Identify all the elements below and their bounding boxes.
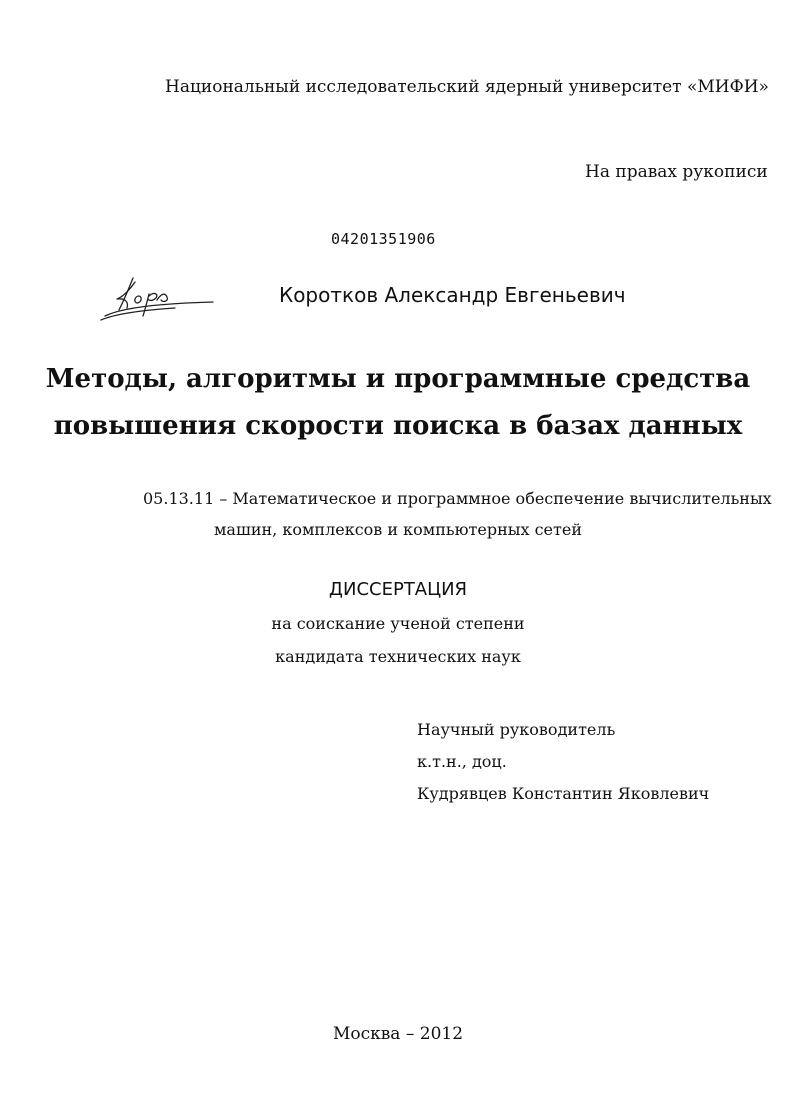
degree-line-1: на соискание ученой степени: [271, 614, 525, 633]
thesis-title-line-2: повышения скорости поиска в базах данных: [53, 411, 743, 441]
author-signature: [95, 270, 220, 325]
degree-line-2: кандидата технических наук: [275, 647, 521, 666]
author-name: Коротков Александр Евгеньевич: [279, 283, 626, 307]
specialty-line-2: машин, комплексов и компьютерных сетей: [213, 520, 583, 539]
specialty-line-1: 05.13.11 – Математическое и программное обеспечение вычислительных: [143, 489, 772, 508]
city-year: Москва – 2012: [332, 1024, 464, 1044]
registration-code: 04201351906: [331, 230, 436, 248]
university-name: Национальный исследовательский ядерный университет «МИФИ»: [165, 77, 769, 97]
manuscript-rights-note: На правах рукописи: [585, 162, 768, 182]
thesis-title-line-1: Методы, алгоритмы и программные средства: [45, 364, 751, 394]
supervisor-label: Научный руководитель: [417, 720, 616, 739]
supervisor-degree: к.т.н., доц.: [417, 752, 507, 771]
dissertation-heading: ДИССЕРТАЦИЯ: [328, 579, 468, 600]
supervisor-name: Кудрявцев Константин Яковлевич: [417, 784, 710, 803]
